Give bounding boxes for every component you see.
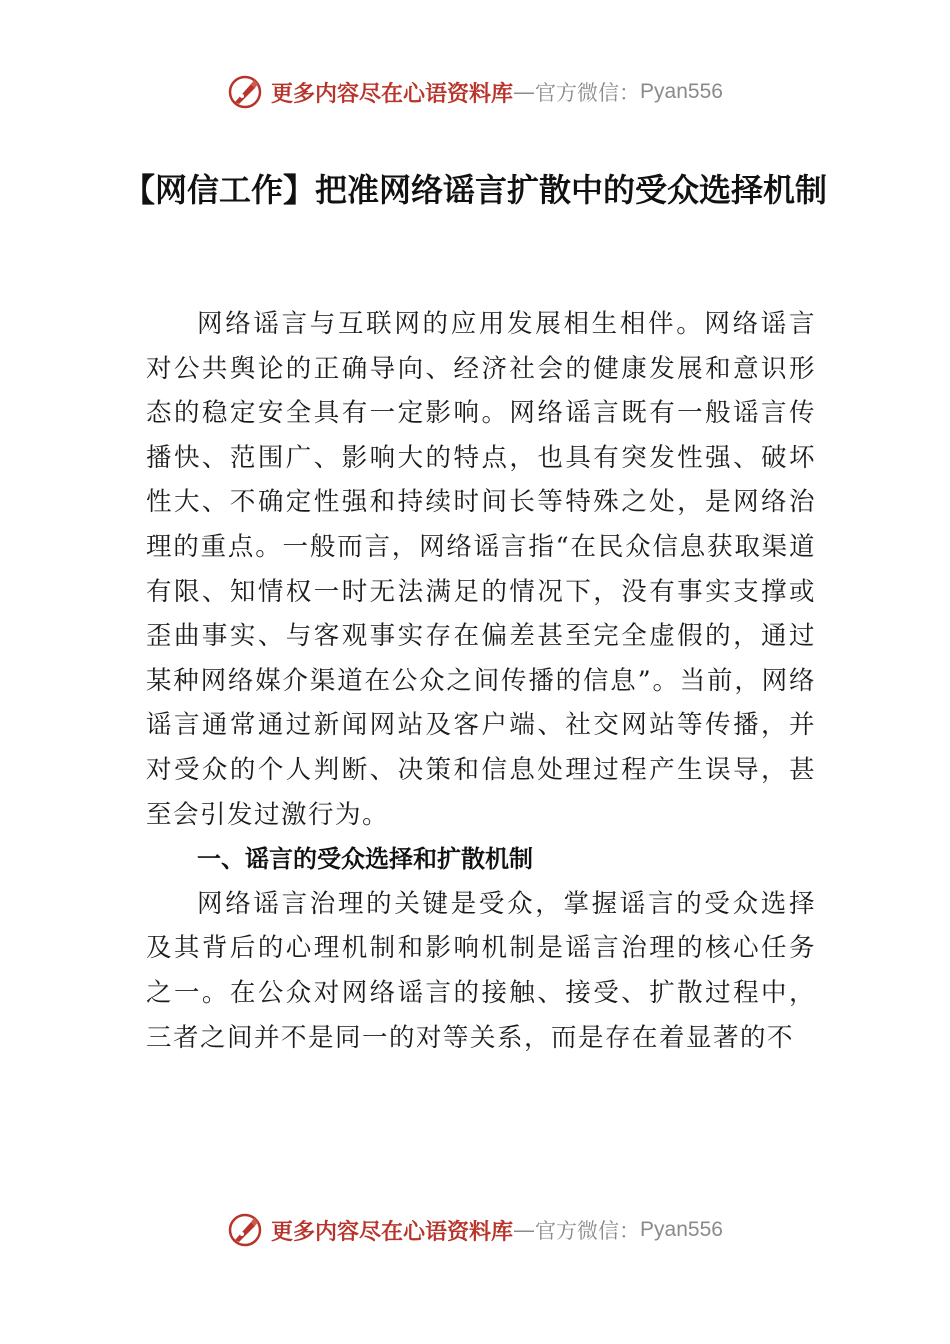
header-banner — [0, 70, 950, 114]
banner-separator: — — [513, 79, 536, 105]
pen-nib-logo-icon — [227, 74, 263, 110]
section-heading: 一、谣言的受众选择和扩散机制 — [197, 845, 533, 874]
banner-separator: — — [513, 1217, 536, 1243]
banner-wechat-id: Pyan556 — [640, 80, 723, 103]
pen-nib-logo-icon — [227, 1212, 263, 1248]
footer-banner — [0, 1208, 950, 1252]
intro-paragraph: 网络谣言与互联网的应用发展相生相伴。网络谣言对公共舆论的正确导向、经济社会的健康发展和意识形态的稳定安全具有一定影响。网络谣言既有一般谣言传播快、范围广、影响大的特点，也具有突发性强、破坏性大、不确定性强和持续时间长等特殊之处，是网络治理的重点。一般而言，网络谣言指“在民众信息获取渠道有限、知情权一时无法满足的情况下，没有事实支撑或歪曲事实、与客观事实存在偏差甚至完全虚假的，通过某种网络媒介渠道在公众之间传播的信息”。当前，网络谣言通常通过新闻网站及客户端、社交网站等传播，并对受众的个人判断、决策和信息处理过程产生误导，甚至会引发过激行为。 — [146, 309, 816, 830]
document-body — [146, 302, 816, 1060]
banner-wechat-label: 官方微信： — [535, 1219, 641, 1243]
banner-library-text: 更多内容尽在心语资料库 — [271, 80, 514, 107]
banner-wechat-label: 官方微信： — [535, 81, 641, 105]
document-title: 【网信工作】把准网络谣言扩散中的受众选择机制 — [122, 171, 827, 209]
banner-wechat-id: Pyan556 — [640, 1218, 723, 1241]
section-paragraph: 网络谣言治理的关键是受众，掌握谣言的受众选择及其背后的心理机制和影响机制是谣言治理的核心任务之一。在公众对网络谣言的接触、接受、扩散过程中，三者之间并不是同一的对等关系，而是存在着显著的不 — [146, 888, 816, 1053]
banner-library-text: 更多内容尽在心语资料库 — [271, 1218, 514, 1245]
